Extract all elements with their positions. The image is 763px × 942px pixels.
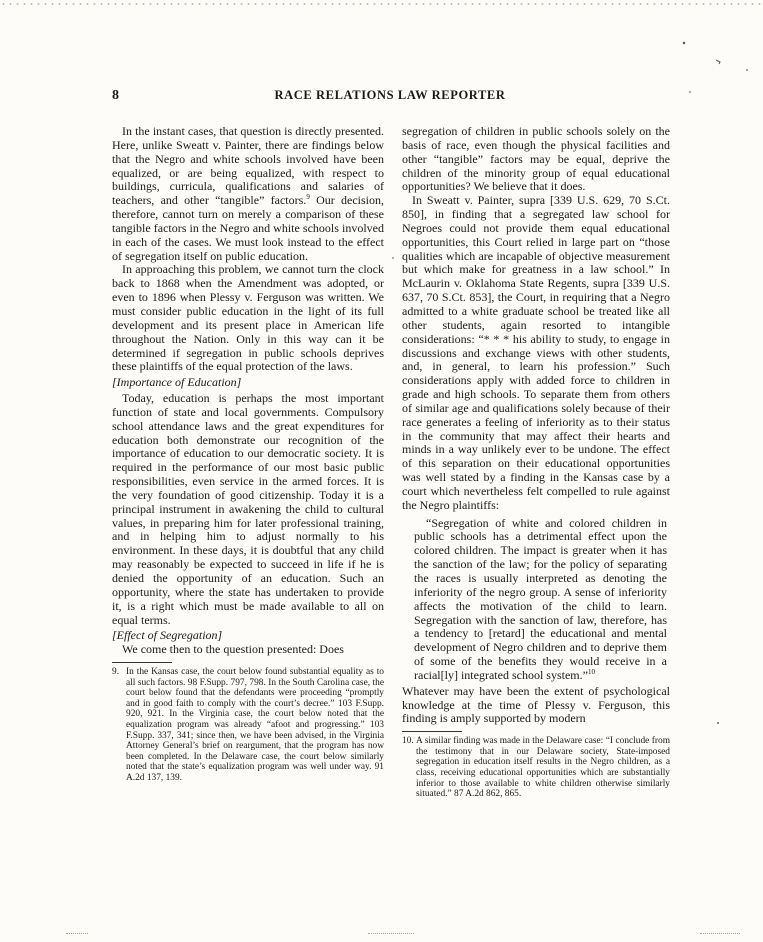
footnote-9-number: 9. [112,667,120,678]
scan-bottom-mark-right [700,933,740,936]
left-paragraph-3: Today, education is perhaps the most important function of state and local governments. Compulsory school attendance laws and the great expenditures for education both demonstrate our recognition of the importance of education to our democratic society. It is required in the performance of our most basic public responsibilities, even service in the armed forces. It is the very foundation of good citizenship. Today it is a principal instrument in awakening the child to cultural values, in preparing him for later professional training, and in helping him to adjust normally to his environment. In these days, it is doubtful that any child may reasonably be expected to succeed in life if he is denied the opportunity of an education. Such an opportunity, where the state has undertaken to provide it, is a right which must be made available to all on equal terms. [112,391,384,627]
block-quote [402,517,670,683]
scan-bottom-mark-left [66,933,88,936]
scan-bottom-mark-center [368,933,414,936]
running-title: RACE RELATIONS LAW REPORTER [274,88,506,102]
footnote-10-number: 10. [402,736,414,747]
footnote-10-text: A similar finding was made in the Delaware case: “I conclude from the testimony that in our Delaware society, State-imposed segregation in education itself results in the Negro children, as a class, receiving educational opportunities which are substantially inferior to those available to white children otherwise similarly situated.” 87 A.2d 862, 865. [416,736,670,800]
footnote-ref-9: 9 [306,193,310,202]
left-paragraph-4: We come then to the question presented: Does [122,642,344,657]
right-column [402,125,670,800]
footnote-10 [402,736,670,800]
footnote-rule-right [402,731,462,732]
right-paragraph-3: Whatever may have been the extent of psychological knowledge at the time of Plessy v. Ferguson, this finding is amply supported by modern [402,683,670,726]
right-paragraph-1: segregation of children in public schools solely on the basis of race, even though the physical facilities and other “tangible” factors may be equal, deprive the children of the minority group of equal educational opportunities? We believe that it does. [402,124,670,194]
page-header [112,88,668,106]
scan-edge-dots [0,2,763,6]
left-paragraph-1: In the instant cases, that question is directly presented. Here, unlike Sweatt v. Painter, there are findings below that the Negro and white schools involved have been equalized, or are being equalized, with respect to buildings, curricula, qualifications and salaries of teachers, and other “tangible” factors.$^9$ Our decision, therefore, cannot turn on merely a comparison of these tangible factors in the Negro and white schools involved in each of the cases. We must look instead to the effect of segregation itself on public education. [112,124,384,263]
right-paragraph-2: In Sweatt v. Painter, supra [339 U.S. 629, 70 S.Ct. 850], in finding that a segregated law school for Negroes could not provide them equal educational opportunities, this Court relied in large part on “those qualities which are incapable of objective measurement but which make for greatness in a law school.” In McLaurin v. Oklahoma State Regents, supra [339 U.S. 637, 70 S.Ct. 853], the Court, in requiring that a Negro admitted to a white graduate school be treated like all other students, again resorted to intangible considerations: “* * * his ability to study, to engage in discussions and exchange views with other students, and, in general, to learn his profession.” Such considerations apply with added force to children in grade and high schools. To separate them from others of similar age and qualifications solely because of their race generates a feeling of inferiority as to their status in the community that may affect their hearts and minds in a way unlikely ever to be undone. The effect of this separation on their educational opportunities was well stated by a finding in the Kansas case by a court which nevertheless felt compelled to rule against the Negro plaintiffs: [402,193,670,512]
block-quote-text: “Segregation of white and colored children in public schools has a detrimental effect upon the colored children. The impact is greater when it has the sanction of the law; for the policy of separating the races is usually interpreted as denoting the inferiority of the negro group. A sense of inferiority affects the motivation of the child to learn. Segregation with the sanction of law, therefore, has a tendency to [retard] the educational and mental development of Negro children and to deprive them of some of the benefits they would receive in a racial[ly] integrated school system.”$^{10}$ [414,515,667,682]
footnote-rule [112,662,172,663]
footnote-9 [112,667,384,784]
footnote-ref-10: 10 [587,667,595,676]
section-heading-importance: [Importance of Education] [112,375,242,390]
section-heading-effect: [Effect of Segregation] [112,628,223,643]
left-column [112,125,384,784]
footnote-9-text: In the Kansas case, the court below found substantial equality as to all such factors. 98 F.Supp. 797, 798. In the South Carolina case, the court below found that the defendants were proceeding “promptly and in good faith to comply with the court’s decree.” 103 F.Supp. 920, 921. In the Virginia case, the court below noted that the equalization program was already “afoot and progressing.” 103 F.Supp. 337, 341; since then, we have been advised, in the Virginia Attorney General’s brief on reargument, that the program has now been completed. In the Delaware case, the court below similarly noted that the state’s equalization program was well under way. 91 A.2d 137, 139. [126,667,384,783]
page-number: 8 [112,88,119,103]
left-paragraph-2: In approaching this problem, we cannot turn the clock back to 1868 when the Amendment was adopted, or even to 1896 when Plessy v. Ferguson was written. We must consider public education in the light of its full development and its present place in American life throughout the Nation. Only in this way can it be determined if segregation in public schools deprives these plaintiffs of the equal protection of the laws. [112,262,384,374]
